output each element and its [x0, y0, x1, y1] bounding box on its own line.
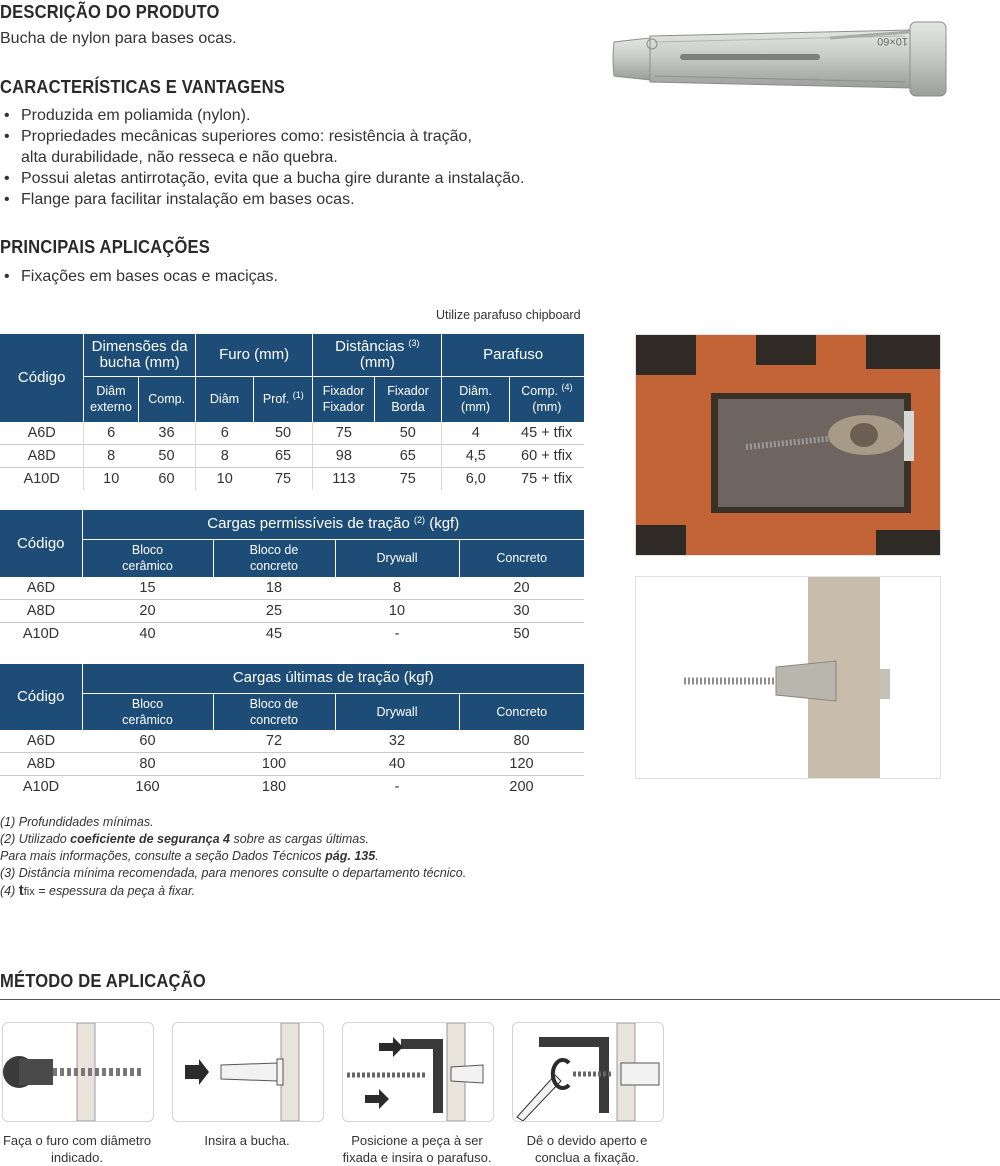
table-row: A8D 80 100 40 120: [0, 753, 584, 776]
step-3-caption: Posicione a peça à ser fixada e insira o parafuso.: [342, 1133, 492, 1165]
table-row: A8D 20 25 10 30: [0, 600, 584, 623]
list-item: • Possui aletas antirrotação, evita que a bucha gire durante a instalação.: [0, 168, 524, 189]
chipboard-note: Utilize parafuso chipboard: [436, 308, 581, 322]
allowable-loads-title: Cargas permissíveis de tração $^{(2)}$ (kgf): [82, 510, 584, 539]
col-header-distancias: Distâncias $^{(3)}$ (mm): [313, 334, 442, 376]
subheader-diam-externo: Diâm externo: [84, 376, 138, 422]
descricao-text: Bucha de nylon para bases ocas.: [0, 30, 237, 47]
dimensions-table: [0, 334, 584, 490]
list-item: • Fixações em bases ocas e maciças.: [0, 266, 278, 287]
subheader-prof: Prof. $^{(1)}$: [254, 376, 313, 422]
col-header-bloco-ceramico: Bloco cerâmico: [82, 539, 213, 577]
footnote-2: (2) Utilizado coeficiente de segurança 4 sobre as cargas últimas.: [0, 832, 369, 846]
section-title-caracteristicas: CARACTERÍSTICAS E VANTAGENS: [0, 77, 285, 97]
step-3-illustration: [342, 1022, 494, 1122]
col-header-drywall: Drywall: [335, 693, 459, 730]
step-4-caption: Dê o devido aperto e conclua a fixação.: [526, 1133, 648, 1165]
subheader-comp: Comp.: [138, 376, 195, 422]
table-row: A6D 6 36 6 50 75 50 4 45 + tfix: [0, 422, 584, 445]
footnote-3: (3) Distância mínima recomendada, para menores consulte o departamento técnico.: [0, 866, 467, 880]
col-header-parafuso: Parafuso: [442, 334, 584, 376]
list-item: • Produzida em poliamida (nylon).: [0, 105, 524, 126]
step-4-illustration: [512, 1022, 664, 1122]
subheader-parafuso-comp: Comp. $^{(4)}$ (mm): [509, 376, 584, 422]
col-header-concreto: Concreto: [459, 693, 584, 730]
col-header-codigo: Código: [0, 510, 82, 577]
list-item: • Flange para facilitar instalação em bases ocas.: [0, 189, 524, 210]
step-1-caption: Faça o furo com diâmetro indicado.: [2, 1133, 152, 1165]
drywall-photo: [635, 576, 941, 779]
table-row: A10D 40 45 - 50: [22, 626, 530, 642]
col-header-codigo: Código: [0, 334, 84, 422]
table-row: A6D 15 18 8 20: [0, 577, 584, 600]
col-header-bloco-concreto: Bloco de concreto: [213, 539, 335, 577]
aplicacoes-list: [0, 266, 278, 287]
footnote-4: (4) tfix = espessura da peça à fixar.: [0, 882, 196, 899]
subheader-fixador-borda: Fixador Borda: [374, 376, 441, 422]
ceramic-block-photo: [635, 334, 941, 556]
col-header-drywall: Drywall: [335, 539, 459, 577]
col-header-bloco-ceramico: Bloco cerâmico: [82, 693, 213, 730]
table-row: A6D 60 72 32 80: [0, 730, 584, 753]
caracteristicas-list: [0, 105, 524, 210]
list-item: • Propriedades mecânicas superiores como: resistência à tração, alta durabilidade, não resseca e não quebra.: [0, 126, 524, 168]
ultimate-loads-title: Cargas últimas de tração (kgf): [82, 664, 584, 693]
col-header-furo: Furo (mm): [195, 334, 313, 376]
col-header-codigo: Código: [0, 664, 82, 730]
table-row: A8D 8 50 8 65 98 65 4,5 60 + tfix: [0, 445, 584, 468]
col-header-concreto: Concreto: [459, 539, 584, 577]
col-header-bloco-concreto: Bloco de concreto: [213, 693, 335, 730]
section-title-aplicacoes: PRINCIPAIS APLICAÇÕES: [0, 237, 210, 257]
col-header-dimensoes: Dimensões da bucha (mm): [84, 334, 195, 376]
table-row: A10D 10 60 10 75 113 75 6,0 75 + tfix: [0, 468, 584, 491]
step-1-illustration: [2, 1022, 154, 1122]
step-2-caption: Insira a bucha.: [204, 1133, 290, 1148]
subheader-fixador-fixador: Fixador Fixador: [313, 376, 374, 422]
ultimate-loads-table: [0, 664, 584, 798]
footnote-2b: Para mais informações, consulte a seção Dados Técnicos pág. 135.: [0, 849, 379, 863]
allowable-loads-table: [0, 510, 584, 645]
step-2-illustration: [172, 1022, 324, 1122]
footnote-1: (1) Profundidades mínimas.: [0, 815, 154, 829]
subheader-parafuso-diam: Diâm. (mm): [442, 376, 509, 422]
footnotes: [0, 814, 466, 901]
subheader-diam: Diâm: [195, 376, 253, 422]
section-title-metodo: MÉTODO DE APLICAÇÃO: [0, 971, 206, 991]
table-row: A10D 160 180 - 200: [22, 779, 534, 795]
divider: [0, 999, 1000, 1000]
nylon-anchor-image: [610, 18, 955, 100]
anchor-label: 10×60: [877, 35, 908, 47]
section-title-descricao: DESCRIÇÃO DO PRODUTO: [0, 2, 220, 22]
